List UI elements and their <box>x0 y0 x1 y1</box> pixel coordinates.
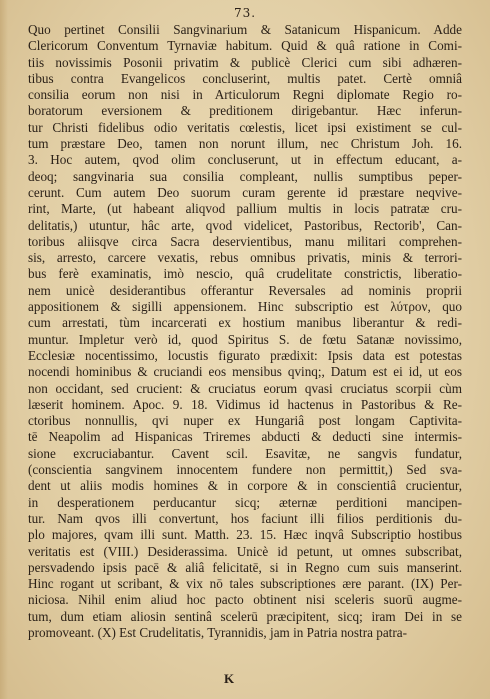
text-line: læserit hominem. Apoc. 9. 18. Vidimus id hactenus in Pastoribus & Re- <box>28 396 462 412</box>
text-line: bus ferè examinatis, imò nescio, quâ crudelitate constrictis, liberatio- <box>28 266 462 282</box>
text-line: Quo pertinet Consilii Sangvinarium & Satanicum Hispanicum. Adde <box>28 22 462 37</box>
text-line: tur. Nam qvos illi convertunt, hos faciunt illi filios perditionis du- <box>28 510 462 526</box>
text-line: niciosa. Nihil enim aliud hoc pacto obtinent nisi sceleris suorū augme- <box>28 592 462 608</box>
text-line: sione excruciabantur. Cavent scil. Esavitæ, ne sangvis fundatur, <box>28 445 462 461</box>
text-line: boratorum eversionem & preditionem dirigebantur. Hæc inferun- <box>28 103 462 119</box>
text-line: rint, Marte, (ut habeant aliqvod pallium multis in locis patratæ cru- <box>28 201 462 217</box>
text-line: sis, arresto, carcere vexatis, rebus omnibus privatis, minis & terrori- <box>28 250 462 266</box>
text-line: muntur. Impletur verò id, quod Spiritus S. de fœtu Satanæ novissimo, <box>28 331 462 347</box>
text-line: tum, dum etiam aliosin sentinâ scelerū præcipitent, sicq; iram Dei in se <box>28 608 462 624</box>
text-line: veritatis est (VIII.) Desiderassima. Unicè id petunt, ut omnes subscribat, <box>28 543 462 559</box>
text-line: Ecclesiæ nocentissimo, locustis figurato prædixit: Ipsis data est potestas <box>28 347 462 363</box>
text-line: nem unicè desiderantibus offerantur Reversales ad nominis proprii <box>28 282 462 298</box>
text-line: cerunt. Cum autem Deo suorum curam gerente id præstare neqvive- <box>28 184 462 200</box>
text-line: non occidant, sed crucient: & cruciatus eorum qvasi cruciatus scorpii cùm <box>28 380 462 396</box>
text-line: deoq; sangvinaria sua consilia compleant, nullis sumptibus peper- <box>28 168 462 184</box>
text-line: (conscientia sangvinem innocentem fundere non permittit,) Sed sva- <box>28 462 462 478</box>
text-line: tē Neapolim ad Hispanicas Triremes abducti & deducti sine intermis- <box>28 429 462 445</box>
text-line: tur Christi fidelibus odio veritatis cœlestis, licet ipsi existiment se cul- <box>28 119 462 135</box>
text-line: tiis novissimis Posonii privatim & publicè Clerici cum sibi adhæren- <box>28 54 462 70</box>
text-line: dent ut aliis modis homines & in corpore & in conscientiâ crucientur, <box>28 478 462 494</box>
text-line: plo majores, qvam illi sunt. Matth. 23. 15. Hæc inqvâ Subscriptio hostibus <box>28 527 462 543</box>
text-line: tibus contra Evangelicos concluserint, multis patet. Certè omniâ <box>28 70 462 86</box>
page-number: 73. <box>233 6 257 20</box>
text-line: consilia eorum non nisi in Articulorum Regni diplomate Regio ro- <box>28 87 462 103</box>
text-line: ctoribus nonnullis, qvi nuper ex Hungariâ post longam Captivita- <box>28 413 462 429</box>
text-line: delitatis,) utuntur, hâc arte, qvod videlicet, Pastoribus, Rectorib', Can- <box>28 217 462 233</box>
text-line: cum arrestati, tùm incarcerati ex hostium manibus liberantur & redi- <box>28 315 462 331</box>
text-line: toribus aliisqve circa Sacra deservientibus, manu militari comprehen- <box>28 233 462 249</box>
text-line: 3. Hoc autem, qvod olim concluserunt, ut in effectum educant, a- <box>28 152 462 168</box>
text-line: appositionem & sigilli appensionem. Hinc subscriptio est λύτρον, quo <box>28 299 462 315</box>
text-line: nocendi hominibus & cruciandi eos mensibus qvinq;, Datum est ei id, ut eos <box>28 364 462 380</box>
text-line: in desperationem perducantur sicq; æternæ perditioni mancipen- <box>28 494 462 510</box>
body-text <box>28 22 462 641</box>
text-line: Hinc rogant ut scribant, & vix nō tales subscriptiones ære parant. (IX) Per- <box>28 576 462 592</box>
text-line: Clericorum Conventum Tyrnaviæ habitum. Quid & quâ ratione in Comi- <box>28 38 462 54</box>
text-line: persvadendo ipsis pacē & aliâ felicitatē, si in Regno cum suis manserint. <box>28 559 462 575</box>
signature-mark: K <box>224 671 235 686</box>
text-line: tum præstare Deo, tamen non norunt illum, nec Christum Joh. 16. <box>28 136 462 152</box>
text-line: promoveant. (X) Est Crudelitatis, Tyrannidis, jam in Patria nostra patra- <box>28 624 407 640</box>
